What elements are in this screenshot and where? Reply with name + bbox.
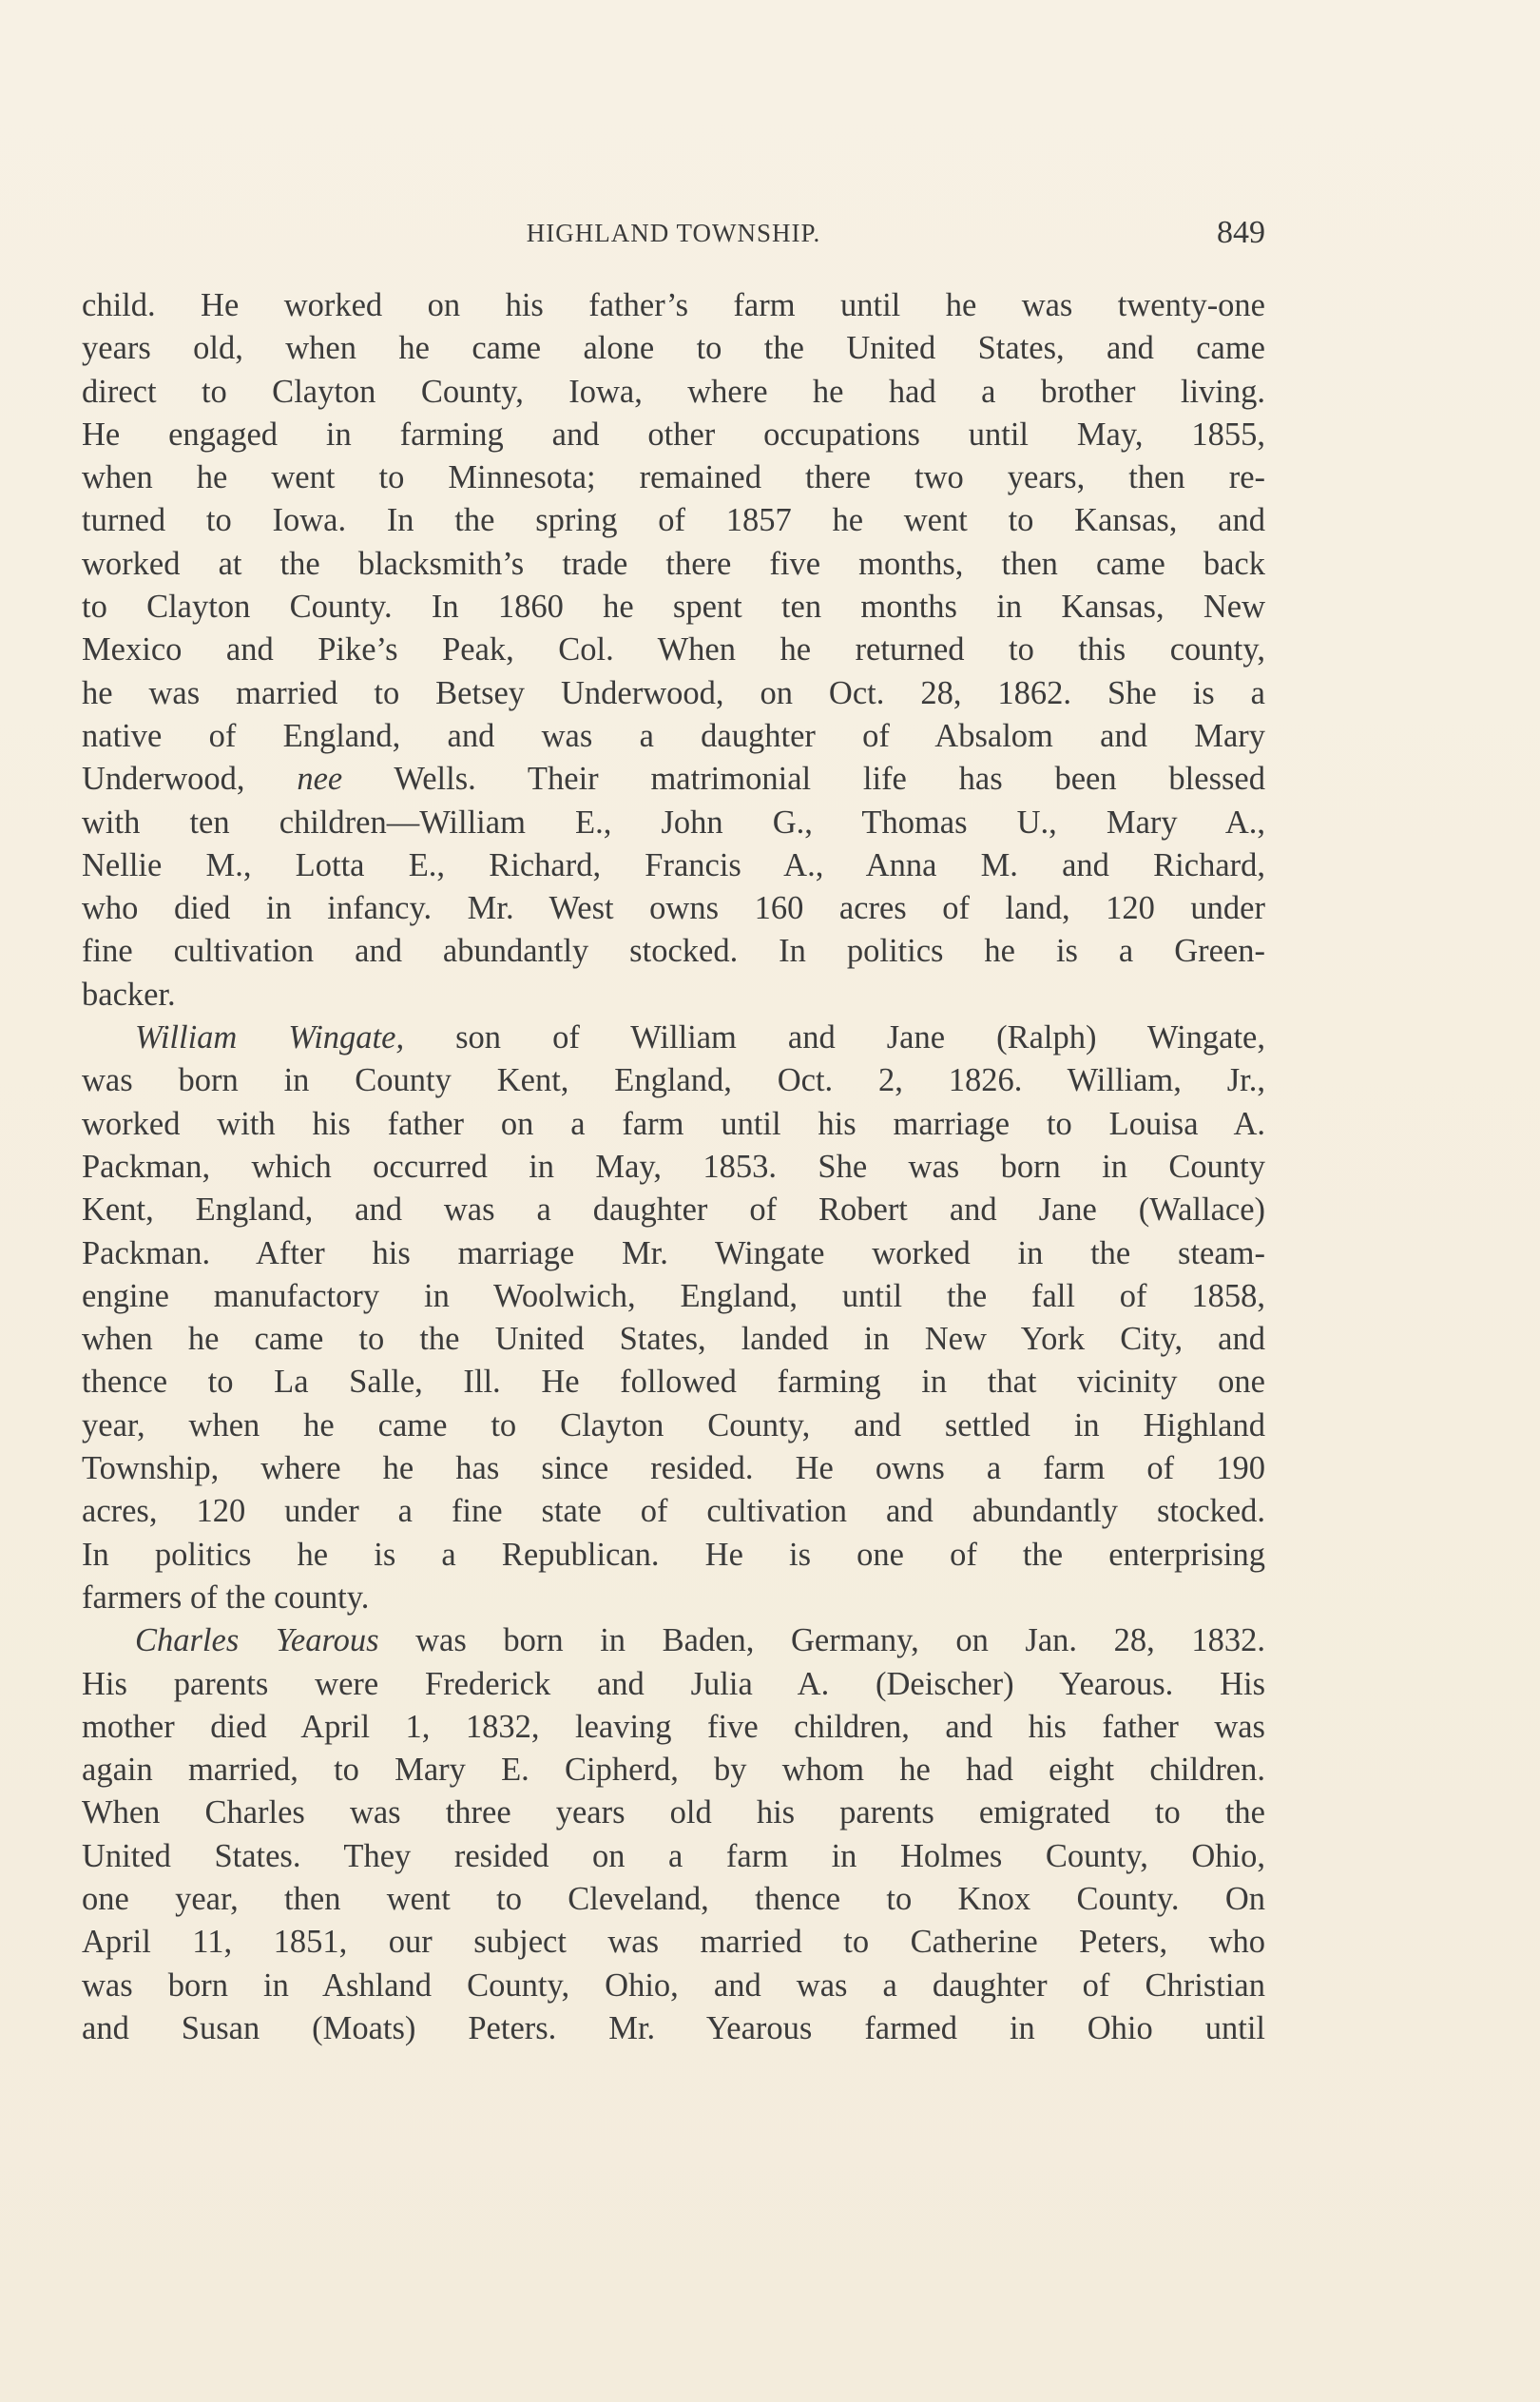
text-line bbox=[82, 1921, 1265, 1964]
line-text: he was married to Betsey Underwood, on Oct. 28, 1862. She is a bbox=[82, 674, 1265, 711]
italic-name: nee bbox=[297, 761, 343, 798]
text-line bbox=[82, 1619, 1265, 1662]
italic-name: Charles Yearous bbox=[135, 1622, 379, 1659]
text-line bbox=[82, 1146, 1265, 1189]
line-text: was born in Ashland County, Ohio, and was a daughter of Christian bbox=[82, 1966, 1265, 2004]
text-line bbox=[82, 543, 1265, 586]
body-text bbox=[82, 284, 1265, 2050]
line-text: son of William and Jane (Ralph) Wingate, bbox=[404, 1019, 1265, 1056]
line-text: and Susan (Moats) Peters. Mr. Yearous farmed in Ohio until bbox=[82, 2009, 1265, 2046]
page-number: 849 bbox=[1217, 215, 1265, 250]
text-line bbox=[82, 1534, 1265, 1577]
text-line bbox=[82, 586, 1265, 629]
line-text: years old, when he came alone to the United States, and came bbox=[82, 330, 1265, 367]
line-text: backer. bbox=[82, 976, 176, 1013]
text-line bbox=[82, 758, 1265, 801]
text-line bbox=[82, 371, 1265, 414]
line-text: thence to La Salle, Ill. He followed farming in that vicinity one bbox=[82, 1364, 1265, 1401]
line-text: April 11, 1851, our subject was married to Catherine Peters, who bbox=[82, 1924, 1265, 1961]
line-text: When Charles was three years old his parents emigrated to the bbox=[82, 1794, 1265, 1831]
line-text: worked at the blacksmith’s trade there five months, then came back bbox=[82, 545, 1265, 582]
line-text: with ten children—William E., John G., Thomas U., Mary A., bbox=[82, 804, 1265, 841]
line-text: when he went to Minnesota; remained there two years, then re- bbox=[82, 459, 1265, 496]
text-line bbox=[82, 456, 1265, 499]
line-text: Wells. Their matrimonial life has been blessed bbox=[342, 761, 1265, 798]
text-line bbox=[82, 327, 1265, 370]
line-text: In politics he is a Republican. He is one of the enterprising bbox=[82, 1536, 1265, 1573]
text-line bbox=[82, 1404, 1265, 1447]
line-text: Nellie M., Lotta E., Richard, Francis A., Anna M. and Richard, bbox=[82, 846, 1265, 883]
line-text: Township, where he has since resided. He owns a farm of 190 bbox=[82, 1450, 1265, 1487]
line-text: Packman. After his marriage Mr. Wingate worked in the steam- bbox=[82, 1234, 1265, 1271]
line-text: He engaged in farming and other occupations until May, 1855, bbox=[82, 416, 1265, 453]
text-line bbox=[82, 2007, 1265, 2050]
text-line bbox=[82, 414, 1265, 456]
line-text: to Clayton County. In 1860 he spent ten months in Kansas, New bbox=[82, 589, 1265, 626]
line-text: was born in County Kent, England, Oct. 2, 1826. William, Jr., bbox=[82, 1062, 1265, 1099]
text-line bbox=[82, 672, 1265, 715]
text-line bbox=[82, 629, 1265, 671]
text-line bbox=[82, 1275, 1265, 1318]
text-line bbox=[82, 1878, 1265, 1921]
line-text: one year, then went to Cleveland, thence to Knox County. On bbox=[82, 1880, 1265, 1917]
line-text: Packman, which occurred in May, 1853. She was born in County bbox=[82, 1148, 1265, 1185]
text-line bbox=[82, 1059, 1265, 1102]
line-text: Underwood, bbox=[82, 761, 298, 798]
text-line bbox=[82, 1361, 1265, 1404]
line-text: child. He worked on his father’s farm until he was twenty-one bbox=[82, 287, 1265, 323]
line-text: His parents were Frederick and Julia A. (Deischer) Yearous. His bbox=[82, 1665, 1265, 1702]
line-text: mother died April 1, 1832, leaving five children, and his father was bbox=[82, 1708, 1265, 1745]
line-text: year, when he came to Clayton County, and settled in Highland bbox=[82, 1406, 1265, 1443]
line-text: engine manufactory in Woolwich, England, until the fall of 1858, bbox=[82, 1277, 1265, 1314]
text-line bbox=[82, 715, 1265, 758]
text-line bbox=[82, 1965, 1265, 2007]
running-title: HIGHLAND TOWNSHIP. bbox=[526, 219, 821, 247]
line-text: native of England, and was a daughter of Absalom and Mary bbox=[82, 717, 1265, 754]
text-line bbox=[82, 499, 1265, 542]
line-text: Mexico and Pike’s Peak, Col. When he returned to this county, bbox=[82, 631, 1265, 668]
text-line bbox=[82, 1103, 1265, 1146]
line-text: fine cultivation and abundantly stocked. In politics he is a Green- bbox=[82, 933, 1265, 970]
italic-name: William Wingate, bbox=[135, 1019, 405, 1056]
line-text: when he came to the United States, landed in New York City, and bbox=[82, 1321, 1265, 1358]
text-line bbox=[82, 1663, 1265, 1706]
running-header bbox=[82, 215, 1265, 253]
line-text: acres, 120 under a fine state of cultivation and abundantly stocked. bbox=[82, 1493, 1265, 1530]
text-line bbox=[82, 1749, 1265, 1792]
line-text: worked with his father on a farm until his marriage to Louisa A. bbox=[82, 1105, 1265, 1142]
line-text: turned to Iowa. In the spring of 1857 he went to Kansas, and bbox=[82, 502, 1265, 539]
line-text: United States. They resided on a farm in Holmes County, Ohio, bbox=[82, 1837, 1265, 1874]
text-line bbox=[82, 284, 1265, 327]
text-line bbox=[82, 802, 1265, 844]
text-line bbox=[82, 1835, 1265, 1878]
line-text: was born in Baden, Germany, on Jan. 28, 1832. bbox=[378, 1622, 1265, 1659]
text-line bbox=[82, 1490, 1265, 1533]
line-text: Kent, England, and was a daughter of Robert and Jane (Wallace) bbox=[82, 1191, 1265, 1229]
text-line bbox=[82, 1706, 1265, 1749]
text-line bbox=[82, 974, 1265, 1017]
line-text: direct to Clayton County, Iowa, where he had a brother living. bbox=[82, 373, 1265, 410]
line-text: farmers of the county. bbox=[82, 1579, 370, 1616]
text-line bbox=[82, 1792, 1265, 1834]
text-line bbox=[82, 887, 1265, 930]
text-line bbox=[82, 1017, 1265, 1059]
text-line bbox=[82, 1189, 1265, 1231]
text-line bbox=[82, 1447, 1265, 1490]
text-line bbox=[82, 1318, 1265, 1361]
line-text: who died in infancy. Mr. West owns 160 acres of land, 120 under bbox=[82, 890, 1265, 927]
text-line bbox=[82, 1577, 1265, 1619]
text-line bbox=[82, 844, 1265, 887]
text-line bbox=[82, 930, 1265, 973]
line-text: again married, to Mary E. Cipherd, by whom he had eight children. bbox=[82, 1752, 1265, 1789]
text-line bbox=[82, 1232, 1265, 1275]
